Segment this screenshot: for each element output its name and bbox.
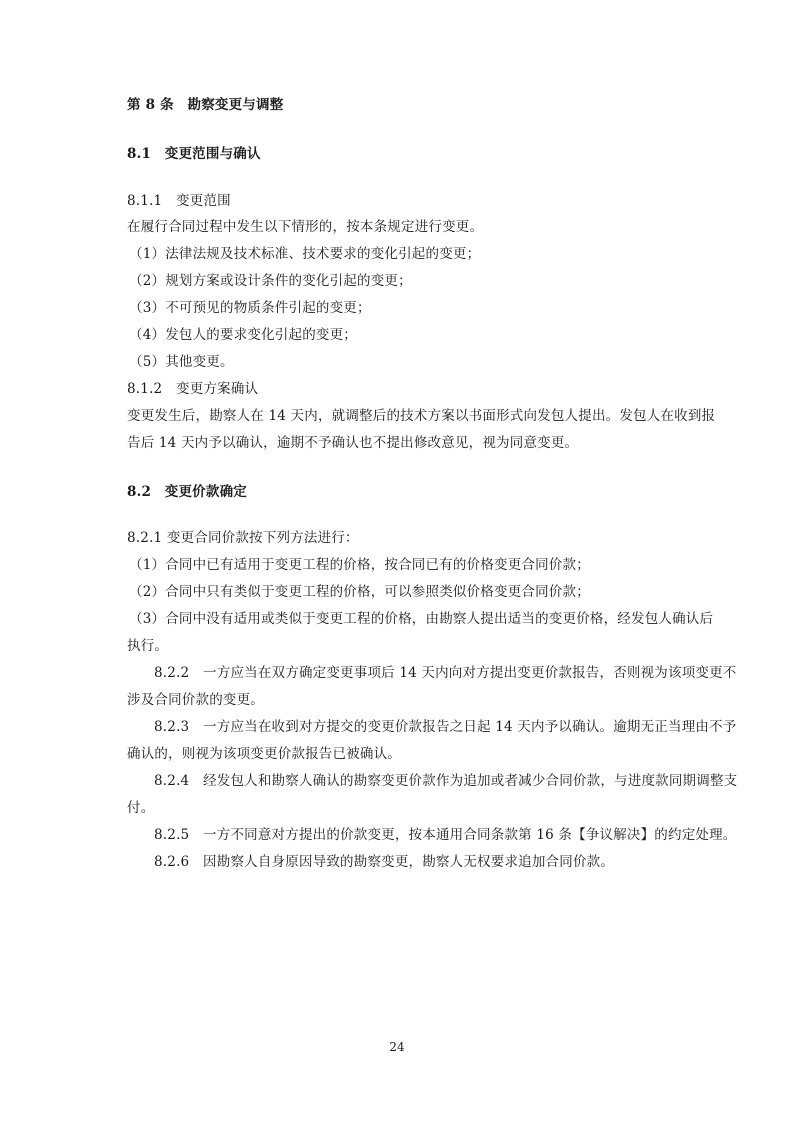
section-8-1-title: 8.1 变更范围与确认	[127, 146, 261, 162]
list-item: （4）发包人的要求变化引起的变更；	[129, 327, 357, 343]
list-item: （5）其他变更。	[129, 354, 234, 370]
paragraph-8-2-2-line: 8.2.2 一方应当在双方确定变更事项后 14 天内向对方提出变更价款报告，否则视为该项变更不	[154, 665, 737, 681]
paragraph-8-2-6: 8.2.6 因勘察人自身原因导致的勘察变更，勘察人无权要求追加合同价款。	[154, 854, 615, 870]
paragraph-8-2-3-line: 8.2.3 一方应当在收到对方提交的变更价款报告之日起 14 天内予以确认。逾期无正当理由不予	[154, 719, 737, 735]
list-item: （2）合同中只有类似于变更工程的价格，可以参照类似价格变更合同价款；	[129, 584, 590, 600]
paragraph-8-1-2-line: 变更发生后，勘察人在 14 天内，就调整后的技术方案以书面形式向发包人提出。发包人在收到报	[127, 408, 716, 424]
list-item-continuation: 执行。	[127, 638, 169, 654]
subsection-8-1-1-title: 8.1.1 变更范围	[127, 193, 231, 209]
paragraph-8-2-1-intro: 8.2.1 变更合同价款按下列方法进行：	[127, 530, 359, 546]
article-title: 第 8 条 勘察变更与调整	[127, 97, 284, 113]
paragraph-8-2-5: 8.2.5 一方不同意对方提出的价款变更，按本通用合同条款第 16 条【争议解决】的约定处理。	[154, 827, 737, 843]
paragraph-8-2-3-line: 确认的，则视为该项变更价款报告已被确认。	[127, 746, 401, 762]
list-item: （3）不可预见的物质条件引起的变更；	[129, 300, 371, 316]
page-number: 24	[389, 1040, 405, 1054]
paragraph-8-2-2-line: 涉及合同价款的变更。	[127, 692, 264, 708]
list-item: （3）合同中没有适用或类似于变更工程的价格，由勘察人提出适当的变更价格，经发包人确认后	[129, 611, 714, 627]
subsection-8-1-2-title: 8.1.2 变更方案确认	[127, 381, 259, 397]
paragraph-8-2-4-line: 8.2.4 经发包人和勘察人确认的勘察变更价款作为追加或者减少合同价款，与进度款同期调整支	[154, 773, 738, 789]
list-item: （1）法律法规及技术标准、技术要求的变化引起的变更；	[129, 246, 481, 262]
paragraph-8-1-1-intro: 在履行合同过程中发生以下情形的，按本条规定进行变更。	[127, 219, 484, 235]
list-item: （2）规划方案或设计条件的变化引起的变更；	[129, 273, 412, 289]
document-page	[127, 0, 738, 1122]
list-item: （1）合同中已有适用于变更工程的价格，按合同已有的价格变更合同价款；	[129, 557, 590, 573]
section-8-2-title: 8.2 变更价款确定	[127, 484, 247, 500]
paragraph-8-2-4-line: 付。	[127, 800, 155, 816]
paragraph-8-1-2-line: 告后 14 天内予以确认，逾期不予确认也不提出修改意见，视为同意变更。	[127, 435, 579, 451]
